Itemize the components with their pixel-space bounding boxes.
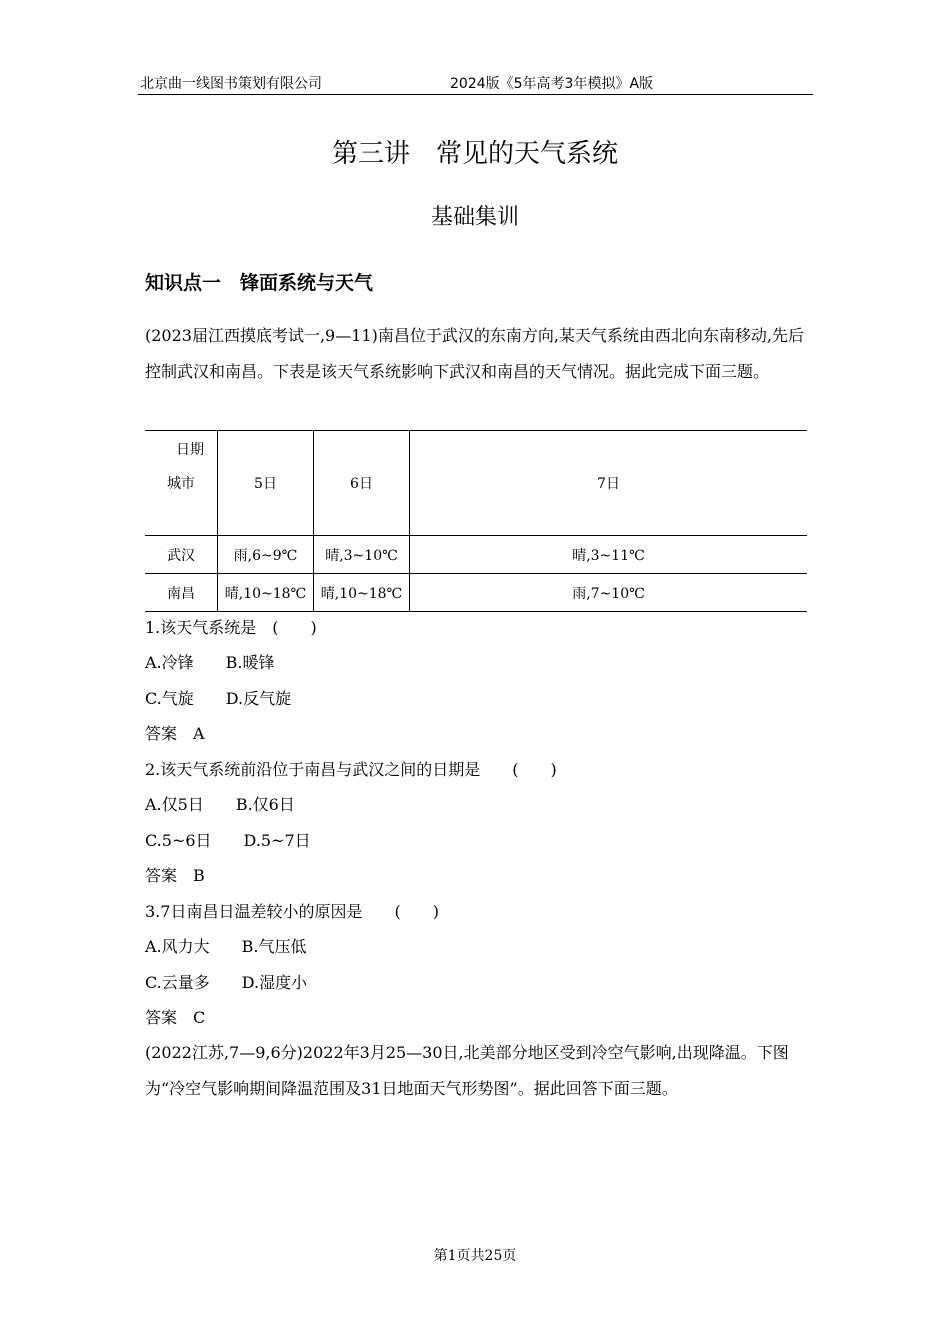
- question-1-options-a-b: A.冷锋 B.暖锋: [145, 653, 275, 672]
- question-3-answer: 答案 C: [145, 1008, 206, 1027]
- date-header: 6日: [314, 431, 410, 536]
- question-2-options-a-b: A.仅5日 B.仅6日: [145, 795, 295, 814]
- table-header-row: [145, 431, 807, 536]
- weather-cell: 晴,10~18℃: [218, 574, 314, 612]
- date-header: 7日: [410, 431, 808, 536]
- lesson-title: 第三讲 常见的天气系统: [331, 139, 618, 169]
- weather-cell: 雨,7~10℃: [410, 574, 808, 612]
- intro-paragraph-2: (2022江苏,7—9,6分)2022年3月25—30日,北美部分地区受到冷空气影响,出现降温。下图为“冷空气影响期间降温范围及31日地面天气形势图”。据此回答下面三题。: [145, 1043, 789, 1098]
- question-1-options-c-d: C.气旋 D.反气旋: [145, 689, 292, 708]
- weather-cell: 雨,6~9℃: [218, 536, 314, 574]
- question-2-options-c-d: C.5~6日 D.5~7日: [145, 831, 311, 850]
- weather-cell: 晴,3~10℃: [314, 536, 410, 574]
- table-corner-cell: [145, 431, 218, 536]
- header-book: 2024版《5年高考3年模拟》A版: [450, 76, 654, 92]
- question-1-answer: 答案 A: [145, 724, 205, 743]
- weather-cell: 晴,10~18℃: [314, 574, 410, 612]
- lesson-subtitle: 基础集训: [430, 205, 519, 230]
- table-row: [145, 574, 807, 612]
- intro-paragraph-1: (2023届江西摸底考试一,9—11)南昌位于武汉的东南方向,某天气系统由西北向东南移动,先后控制武汉和南昌。下表是该天气系统影响下武汉和南昌的天气情况。据此完成下面三题。: [145, 326, 805, 381]
- city-cell: 南昌: [145, 574, 218, 612]
- page-header: [138, 72, 813, 95]
- section-title: 知识点一 锋面系统与天气: [145, 272, 374, 294]
- question-3-options-a-b: A.风力大 B.气压低: [145, 937, 307, 956]
- question-1-stem: 1.该天气系统是 ( ): [145, 618, 317, 637]
- header-company: 北京曲一线图书策划有限公司: [140, 76, 322, 92]
- question-2-stem: 2.该天气系统前沿位于南昌与武汉之间的日期是 ( ): [145, 760, 557, 779]
- question-2-answer: 答案 B: [145, 866, 205, 885]
- city-cell: 武汉: [145, 536, 218, 574]
- date-header: 5日: [218, 431, 314, 536]
- corner-date-label: 日期: [176, 442, 204, 458]
- table-row: [145, 536, 807, 574]
- weather-table: [145, 430, 807, 612]
- question-3-stem: 3.7日南昌日温差较小的原因是 ( ): [145, 902, 439, 921]
- question-3-options-c-d: C.云量多 D.湿度小: [145, 973, 308, 992]
- page-number: 第1页共25页: [433, 1248, 517, 1264]
- corner-city-label: 城市: [167, 476, 195, 492]
- weather-cell: 晴,3~11℃: [410, 536, 808, 574]
